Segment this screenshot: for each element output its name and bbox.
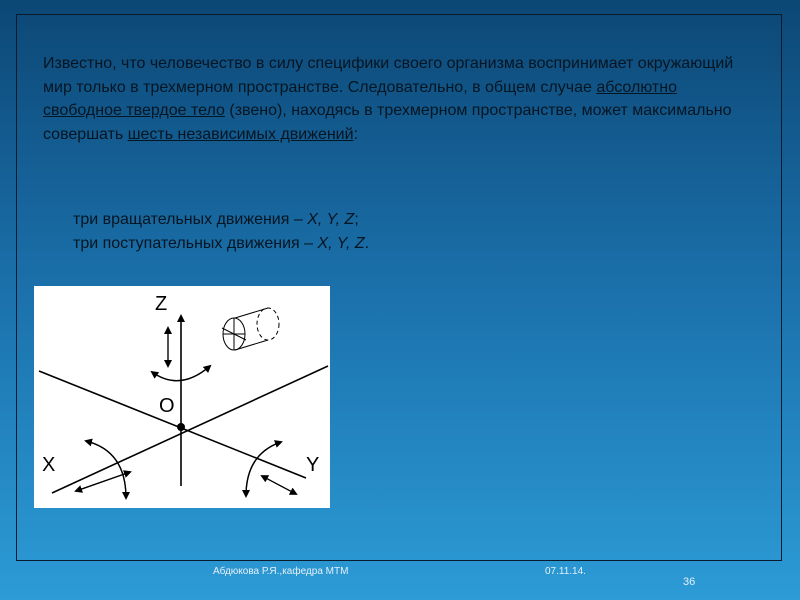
axes-diagram-svg [34,286,330,508]
term-free-rigid-body: абсолютно свободное твердое тело [43,78,677,119]
axes-diagram [34,286,330,508]
y-axis-line [52,366,328,493]
cylinder-body [222,308,279,350]
rotational-motions: три вращательных движения – X, Y, Z; [73,211,359,228]
slide-number: 36 [683,576,696,588]
term-six-independent-motions: шесть независимых движений [127,125,354,143]
origin-label: O [159,395,175,417]
z-axis-label: Z [155,293,168,315]
translational-motions: три поступательных движения – X, Y, Z. [73,234,370,252]
x-axis-line [39,371,306,478]
origin-point [177,423,185,431]
motions-list [73,208,369,255]
intro-text-2: (звено), находясь в трехмерном пространстве, может максимально совершать [43,102,732,143]
intro-text-3: : [353,125,359,143]
x-axis-label: X [42,454,56,476]
translational-axes: X, Y, Z [317,234,365,252]
footer-author: Абдюкова Р.Я.,кафедра МТМ [213,566,349,577]
intro-text-1: Известно, что человечество в силу специфики своего организма воспринимает окружающий мир только в трехмерном пространстве. Следовательно, в общем случае [43,55,734,96]
rotational-axes: X, Y, Z [307,211,355,228]
footer-date: 07.11.14. [545,566,586,577]
y-axis-label: Y [306,454,320,476]
intro-paragraph [43,52,743,146]
